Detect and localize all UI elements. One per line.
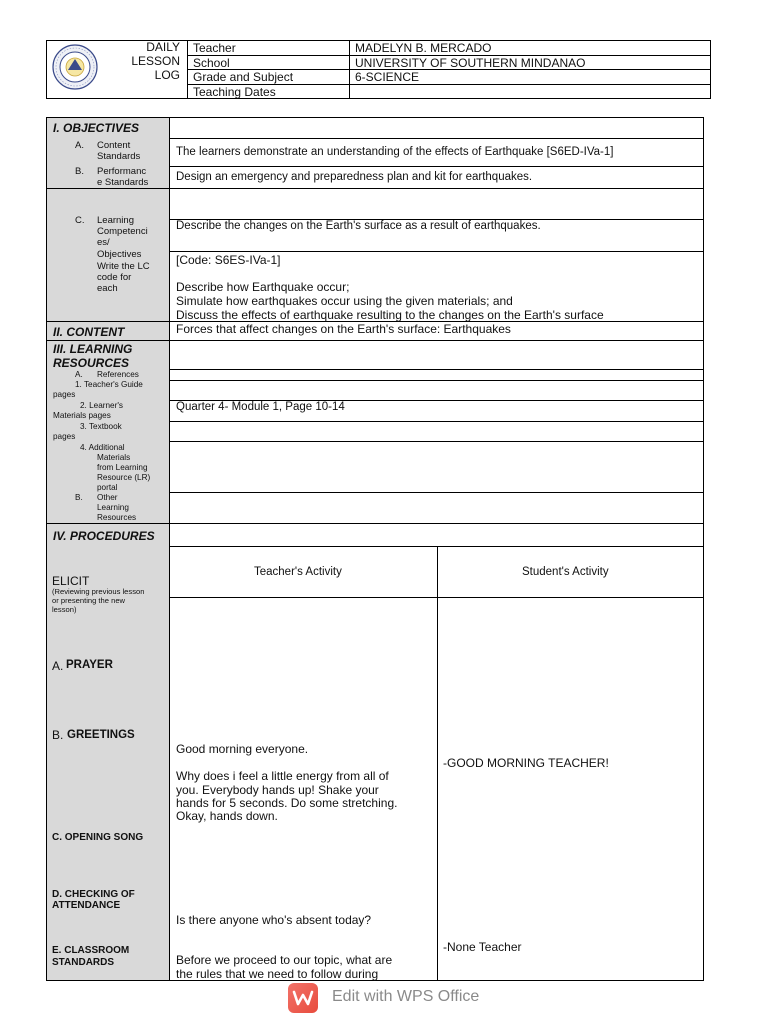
student-absent-answer: -None Teacher [443,940,522,954]
performance-standards-value: Design an emergency and preparedness plan and kit for earthquakes. [176,171,533,183]
elicit-note-3: lesson) [52,605,77,614]
learning-competencies-label-2: Competenci [97,226,148,237]
objective-line-1: Describe how Earthquake occur; [176,280,350,294]
resources-heading-1: III. LEARNING [53,342,133,356]
content-standards-label-1: Content [97,140,131,151]
teaching-dates-label: Teaching Dates [193,85,276,99]
textbook-label-2: pages [53,432,76,441]
additional-materials-label-1: 4. Additional [80,443,125,452]
teacher-label: Teacher [193,41,236,55]
student-activity-header: Student's Activity [522,566,609,578]
additional-materials-label-5: portal [97,483,118,492]
teacher-activity-header: Teacher's Activity [254,566,342,578]
teachers-guide-label-1: 1. Teacher's Guide [75,380,143,389]
learners-materials-label-1: 2. Learner's [80,401,123,410]
references-letter: A. [75,370,83,379]
learning-competencies-letter: C. [75,215,85,226]
greetings-label: GREETINGS [67,729,135,741]
performance-standards-letter: B. [75,166,84,177]
greetings-letter: B. [52,728,64,742]
teacher-energy-4: Okay, hands down. [176,809,278,823]
school-label: School [193,56,230,70]
additional-materials-label-2: Materials [97,453,131,462]
textbook-label-1: 3. Textbook [80,422,122,431]
classroom-standards-label-1: E. CLASSROOM [52,945,130,956]
other-resources-label-2: Learning [97,503,129,512]
content-heading: II. CONTENT [53,325,125,339]
learning-competencies-label-3: es/ [97,237,110,248]
other-resources-letter: B. [75,493,83,502]
classroom-standards-label-2: STANDARDS [52,957,115,968]
references-label: References [97,370,139,379]
teacher-energy-3: hands for 5 seconds. Do some stretching. [176,796,398,810]
attendance-label-1: D. CHECKING OF [52,889,135,900]
content-value: Forces that affect changes on the Earth's surface: Earthquakes [176,322,511,336]
learning-competencies-label-7: each [97,283,118,294]
procedures-heading: IV. PROCEDURES [53,529,155,543]
student-greeting: -GOOD MORNING TEACHER! [443,756,609,770]
resources-heading-2: RESOURCES [53,356,130,370]
content-standards-letter: A. [75,140,84,151]
title-line-1: DAILY [146,40,180,54]
content-standards-value: The learners demonstrate an understanding of the effects of Earthquake [S6ED-IVa-1] [176,146,614,158]
learning-competencies-label-4: Objectives [97,249,142,260]
elicit-note-2: or presenting the new [52,596,126,605]
teachers-guide-label-2: pages [53,390,76,399]
content-standards-label-2: Standards [97,151,141,162]
attendance-label-2: ATTENDANCE [52,900,121,911]
teacher-greeting: Good morning everyone. [176,742,309,756]
elicit-note-1: (Reviewing previous lesson [52,587,145,596]
teacher-value: MADELYN B. MERCADO [355,41,492,55]
learning-competencies-label-5: Write the LC [97,261,150,272]
learning-competencies-label-6: code for [97,272,132,283]
other-resources-label-3: Resources [97,513,137,522]
teacher-absent-question: Is there anyone who's absent today? [176,913,372,927]
additional-materials-label-4: Resource (LR) [97,473,151,482]
title-line-2: LESSON [131,54,180,68]
elicit-label: ELICIT [52,574,90,588]
teacher-rules-2: the rules that we need to follow during [176,967,379,981]
title-line-3: LOG [154,68,180,82]
learners-materials-value: Quarter 4- Module 1, Page 10-14 [176,401,345,413]
learning-competencies-value: Describe the changes on the Earth's surface as a result of earthquakes. [176,220,541,232]
grade-subject-label: Grade and Subject [193,70,294,84]
objectives-heading: I. OBJECTIVES [53,121,140,135]
objective-line-3: Discuss the effects of earthquake resulting to the changes on the Earth's surface [176,308,604,322]
grade-subject-value: 6-SCIENCE [355,70,420,84]
prayer-letter: A. [52,659,64,673]
performance-standards-label-2: e Standards [97,177,149,188]
lc-code: [Code: S6ES-IVa-1] [176,253,281,267]
deped-seal-icon [52,44,98,90]
prayer-label: PRAYER [66,659,113,671]
teacher-energy-2: you. Everybody hands up! Shake your [176,783,379,797]
wps-edit-banner[interactable] [280,980,500,1016]
teacher-energy-1: Why does i feel a little energy from all of [176,769,389,783]
opening-song-label: C. OPENING SONG [52,832,144,843]
performance-standards-label-1: Performanc [97,166,147,177]
learners-materials-label-2: Materials pages [53,411,111,420]
wps-edit-label[interactable]: Edit with WPS Office [332,988,480,1005]
school-value: UNIVERSITY OF SOUTHERN MINDANAO [355,56,586,70]
additional-materials-label-3: from Learning [97,463,148,472]
objective-line-2: Simulate how earthquakes occur using the given materials; and [176,294,513,308]
learning-competencies-label-1: Learning [97,215,134,226]
wps-logo-icon [288,983,318,1013]
teacher-rules-1: Before we proceed to our topic, what are [176,953,393,967]
other-resources-label-1: Other [97,493,118,502]
